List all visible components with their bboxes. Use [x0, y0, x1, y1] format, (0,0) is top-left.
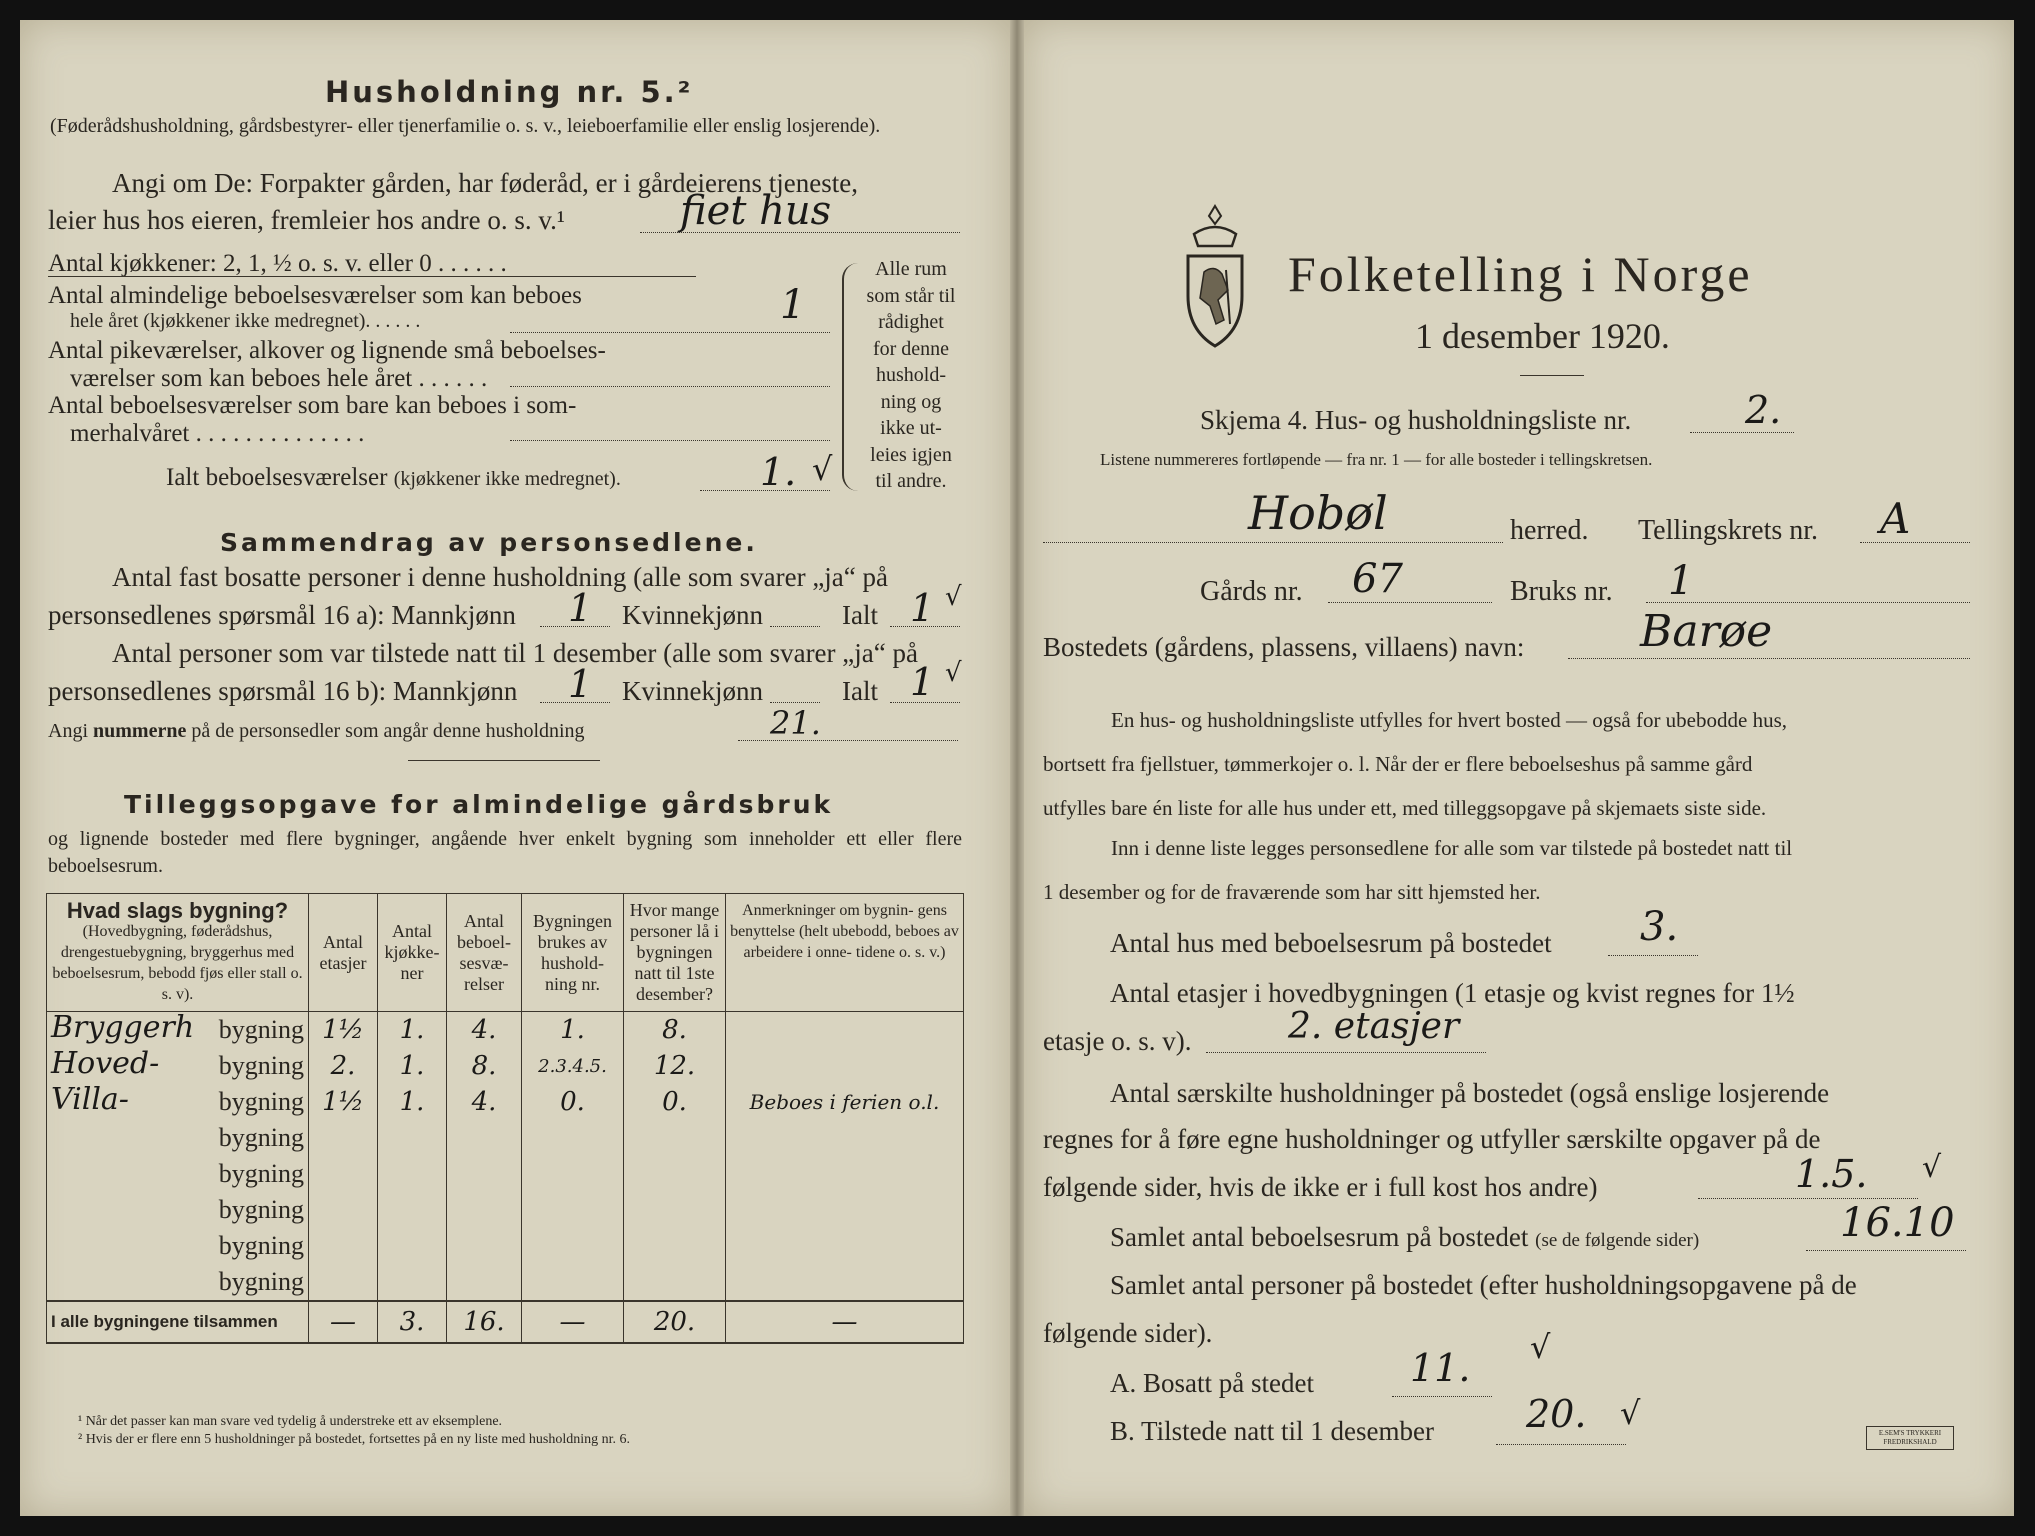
persons-line1: Samlet antal personer på bostedet (efter husholdningsopgavene på de — [1110, 1270, 1857, 1300]
rooms-label-line — [1110, 1222, 1699, 1253]
resident-total-label: Ialt — [842, 600, 878, 630]
col-remarks: Anmerkninger om bygnin- gens benyttelse (helt ubebodd, beboes av arbeidere i onne- tidene o. s. v.) — [726, 894, 964, 1012]
herred-line — [1043, 542, 1503, 543]
cell-floors: 2. — [309, 1048, 378, 1084]
para1-line2: bortsett fra fjellstuer, tømmerkojer o. l. Når der er flere beboelseshus på samme gård — [1043, 752, 1753, 776]
schema-value: 2. — [1745, 388, 1782, 432]
cell-building — [47, 1012, 309, 1049]
summer-rooms-label2: merhalvåret . . . . . . . . . . . . . . — [70, 420, 365, 447]
hh-check: √ — [1922, 1150, 1942, 1185]
cell-persons: 12. — [624, 1048, 726, 1084]
kitchens-label: Antal kjøkkener: 2, 1, ½ o. s. v. eller 0 . . . . . . — [48, 250, 507, 277]
cell-remarks — [726, 1228, 964, 1264]
cell-building — [47, 1084, 309, 1120]
cell-persons — [624, 1228, 726, 1264]
rooms-year-label2: hele året (kjøkkener ikke medregnet). . . . . . — [70, 310, 421, 332]
resident-check: √ — [945, 582, 962, 612]
building-suffix: bygning — [218, 1231, 304, 1260]
resident-total: 1 — [910, 586, 935, 630]
col-building-note: (Hovedbygning, føderådshus, drengestuebygning, bryggerhus med beboelsesrum, bebodd fjøs eller stall o. s. v). — [52, 923, 303, 1003]
list-note: Listene nummereres fortløpende — fra nr. 1 — for alle bosteder i tellingskretsen. — [1100, 450, 1653, 469]
building-suffix: bygning — [218, 1267, 304, 1296]
cell-rooms — [447, 1192, 522, 1228]
hh-line1: Antal særskilte husholdninger på bostedet (også enslige losjerende — [1110, 1078, 1830, 1108]
tilstede-value: 20. — [1526, 1392, 1587, 1436]
resident-line2: personsedlenes spørsmål 16 a): Mannkjønn — [48, 600, 516, 630]
side-note — [856, 256, 966, 495]
cell-persons — [624, 1156, 726, 1192]
cell-persons: 8. — [624, 1012, 726, 1049]
para2-line1: Inn i denne liste legges personsedlene for alle som var tilstede på bostedet natt til — [1111, 836, 1793, 860]
present-total: 1 — [910, 660, 935, 704]
para1-line3: utfylles bare én liste for alle hus under ett, med tilleggsopgave på skjemaets siste side. — [1043, 796, 1767, 820]
table-row — [47, 1156, 964, 1192]
bruks-value: 1 — [1668, 558, 1694, 604]
form-title: Folketelling i Norge — [1288, 246, 1753, 302]
present-male: 1 — [568, 662, 593, 706]
col-building — [47, 894, 309, 1012]
numbers-label-c: på de personsedler som angår denne husholdning — [191, 720, 585, 742]
bosatt-line — [1392, 1396, 1492, 1397]
schema-label: Skjema 4. Hus- og husholdningsliste nr. — [1200, 405, 1632, 435]
numbers-label — [48, 720, 585, 743]
col-floors: Antal etasjer — [309, 894, 378, 1012]
cell-rooms — [447, 1264, 522, 1301]
building-suffix: bygning — [218, 1015, 304, 1044]
side-note-line: rådighet — [878, 311, 944, 333]
title-divider — [1520, 375, 1584, 376]
side-note-line: leies igjen — [870, 443, 952, 466]
cell-household — [522, 1156, 624, 1192]
rooms-answer-line — [1806, 1250, 1966, 1251]
summer-rooms-line — [510, 440, 830, 441]
present-total-label: Ialt — [842, 676, 878, 706]
total-rooms-check: √ — [812, 450, 833, 488]
cell-floors: 1½ — [309, 1012, 378, 1049]
total-household: — — [522, 1301, 624, 1343]
rooms-year-value: 1 — [780, 282, 806, 328]
addendum-title: Tilleggsopgave for almindelige gårdsbruk — [124, 790, 834, 819]
side-note-line: Alle rum — [875, 258, 947, 280]
printer-stamp: E.SEM'S TRYKKERI FREDRIKSHALD — [1866, 1426, 1954, 1450]
cell-remarks — [726, 1192, 964, 1228]
building-name: Villa- — [51, 1082, 129, 1117]
herred-label: herred. — [1510, 515, 1589, 546]
bruks-label: Bruks nr. — [1510, 576, 1613, 607]
table-row — [47, 1192, 964, 1228]
hh-line3: følgende sider, hvis de ikke er i full kost hos andre) — [1043, 1172, 1598, 1202]
total-persons: 20. — [624, 1301, 726, 1343]
side-note-line: til andre. — [875, 470, 947, 492]
cell-kitchens: 1. — [378, 1084, 447, 1120]
cell-remarks — [726, 1156, 964, 1192]
para1-line1: En hus- og husholdningsliste utfylles for hvert bosted — også for ubebodde hus, — [1111, 708, 1787, 732]
col-kitchens: Antal kjøkke- ner — [378, 894, 447, 1012]
household-title: Husholdning nr. 5.² — [325, 75, 694, 109]
page-fold — [1010, 20, 1024, 1516]
krets-label: Tellingskrets nr. — [1638, 515, 1819, 546]
krets-line — [1860, 542, 1970, 543]
building-suffix: bygning — [218, 1159, 304, 1188]
cell-rooms — [447, 1228, 522, 1264]
side-note-line: for denne — [872, 337, 950, 360]
coat-of-arms-icon — [1180, 200, 1250, 352]
table-row — [47, 1012, 964, 1049]
present-check: √ — [945, 658, 962, 688]
side-note-line: hushold- — [876, 364, 946, 386]
cell-persons — [624, 1264, 726, 1301]
totals-label: I alle bygningene tilsammen — [47, 1301, 309, 1343]
cell-building — [47, 1156, 309, 1192]
cell-persons — [624, 1120, 726, 1156]
maid-rooms-line — [510, 386, 830, 387]
total-rooms-value: 1. — [760, 450, 797, 494]
houses-label: Antal hus med beboelsesrum på bostedet — [1110, 928, 1552, 958]
instructions-para2 — [1043, 826, 1965, 914]
total-floors: — — [309, 1301, 378, 1343]
table-row — [47, 1264, 964, 1301]
floors-answer-line — [1206, 1052, 1486, 1053]
hh-line2: regnes for å føre egne husholdninger og utfyller særskilte opgaver på de — [1043, 1124, 1821, 1154]
cell-household — [522, 1228, 624, 1264]
cell-kitchens — [378, 1120, 447, 1156]
table-row — [47, 1120, 964, 1156]
houses-line — [1608, 955, 1698, 956]
summer-rooms-label1: Antal beboelsesværelser som bare kan beboes i som- — [48, 392, 577, 419]
houses-value: 3. — [1640, 904, 1679, 950]
table-row — [47, 1228, 964, 1264]
household-note: (Føderådshusholdning, gårdsbestyrer- eller tjenerfamilie o. s. v., leieboerfamilie eller enslig losjerende). — [50, 115, 881, 137]
present-female-line — [770, 702, 820, 703]
cell-building — [47, 1264, 309, 1301]
col-rooms: Antal beboel- sesvæ- relser — [447, 894, 522, 1012]
hh-answer-line — [1698, 1198, 1918, 1199]
building-suffix: bygning — [218, 1195, 304, 1224]
cell-remarks — [726, 1120, 964, 1156]
col-persons: Hvor mange personer lå i bygningen natt til 1ste desember? — [624, 894, 726, 1012]
bosted-value: Barøe — [1640, 606, 1773, 657]
bosatt-value: 11. — [1410, 1346, 1471, 1390]
building-suffix: bygning — [218, 1087, 304, 1116]
cell-building — [47, 1120, 309, 1156]
total-rooms-label — [166, 464, 621, 492]
instructions-para1 — [1043, 698, 1965, 830]
totals-row — [47, 1301, 964, 1343]
floors-line1: Antal etasjer i hovedbygningen (1 etasje og kvist regnes for 1½ — [1110, 978, 1795, 1008]
cell-kitchens — [378, 1264, 447, 1301]
kitchens-line — [48, 276, 696, 277]
buildings-table — [46, 893, 964, 1344]
cell-floors — [309, 1264, 378, 1301]
footnote-2: ² Hvis der er flere enn 5 husholdninger på bostedet, fortsettes på en ny liste med husholdning nr. 6. — [78, 1432, 631, 1447]
cell-household — [522, 1264, 624, 1301]
cell-floors — [309, 1120, 378, 1156]
total-rooms-note: (kjøkkener ikke medregnet). — [393, 468, 621, 490]
cell-rooms: 4. — [447, 1084, 522, 1120]
maid-rooms-label1: Antal pikeværelser, alkover og lignende små beboelses- — [48, 337, 606, 364]
cell-remarks — [726, 1012, 964, 1049]
building-suffix: bygning — [218, 1123, 304, 1152]
table-row — [47, 1048, 964, 1084]
present-line2: personsedlenes spørsmål 16 b): Mannkjønn — [48, 676, 518, 706]
cell-kitchens — [378, 1156, 447, 1192]
cell-kitchens: 1. — [378, 1048, 447, 1084]
rooms-label: Samlet antal beboelsesrum på bostedet — [1110, 1222, 1529, 1252]
cell-kitchens — [378, 1192, 447, 1228]
tilstede-label: B. Tilstede natt til 1 desember — [1110, 1416, 1434, 1446]
cell-rooms — [447, 1120, 522, 1156]
rooms-value: 16.10 — [1840, 1200, 1955, 1246]
rooms-year-label1: Antal almindelige beboelsesværelser som kan beboes — [48, 282, 582, 309]
side-note-line: ning og — [880, 390, 942, 413]
cell-kitchens — [378, 1228, 447, 1264]
cell-persons — [624, 1192, 726, 1228]
cell-remarks — [726, 1264, 964, 1301]
col-household: Bygningen brukes av hushold- ning nr. — [522, 894, 624, 1012]
angi-line1: Angi om De: Forpakter gården, har føderåd, er i gårdeierens tjeneste, — [112, 168, 858, 198]
numbers-label-b: nummerne — [93, 720, 187, 742]
floors-line2: etasje o. s. v). — [1043, 1026, 1192, 1056]
para2-line2: 1 desember og for de fraværende som har sitt hjemsted her. — [1043, 880, 1541, 904]
maid-rooms-label2: værelser som kan beboes hele året . . . . . . — [70, 365, 488, 392]
cell-household: 1. — [522, 1012, 624, 1049]
gards-line — [1328, 602, 1492, 603]
resident-line1: Antal fast bosatte personer i denne husholdning (alle som svarer „ja“ på — [112, 562, 888, 592]
gards-label: Gårds nr. — [1200, 576, 1303, 607]
present-female-label: Kvinnekjønn — [622, 676, 763, 706]
cell-household — [522, 1120, 624, 1156]
bruks-line — [1646, 602, 1970, 603]
cell-household: 2.3.4.5. — [522, 1048, 624, 1084]
building-name: Hoved- — [51, 1046, 160, 1081]
cell-floors — [309, 1156, 378, 1192]
cell-household: 0. — [522, 1084, 624, 1120]
addendum-sub: og lignende bosteder med flere bygninger, angående hver enkelt bygning som inneholder ett eller flere beboelsesrum. — [48, 828, 962, 877]
footnote-1: ¹ Når det passer kan man svare ved tydelig å understreke ett av eksemplene. — [78, 1414, 503, 1429]
present-line1: Antal personer som var tilstede natt til 1 desember (alle som svarer „ja“ på — [112, 638, 918, 668]
total-rooms: 16. — [447, 1301, 522, 1343]
col-building-title: Hvad slags bygning? — [66, 898, 289, 923]
gards-value: 67 — [1352, 556, 1403, 602]
cell-building — [47, 1048, 309, 1084]
cell-floors — [309, 1228, 378, 1264]
total-remarks: — — [726, 1301, 964, 1343]
herred-value: Hobøl — [1248, 486, 1388, 540]
cell-floors — [309, 1192, 378, 1228]
table-row — [47, 1084, 964, 1120]
angi-answer: fiet hus — [680, 188, 832, 234]
building-suffix: bygning — [218, 1051, 304, 1080]
cell-floors: 1½ — [309, 1084, 378, 1120]
side-note-line: ikke ut- — [880, 417, 942, 439]
table-header-row — [47, 894, 964, 1012]
section-divider — [408, 760, 600, 761]
building-name: Bryggerh — [51, 1010, 195, 1045]
hh-value: 1.5. — [1795, 1152, 1868, 1196]
tilstede-line — [1496, 1444, 1626, 1445]
rooms-year-line — [510, 332, 830, 333]
persons-line2: følgende sider). — [1043, 1318, 1213, 1348]
cell-kitchens: 1. — [378, 1012, 447, 1049]
numbers-label-a: Angi — [48, 720, 88, 742]
summary-title: Sammendrag av personsedlene. — [220, 528, 758, 557]
cell-household — [522, 1192, 624, 1228]
bosted-label: Bostedets (gårdens, plassens, villaens) navn: — [1043, 632, 1525, 662]
side-note-line: som står til — [866, 284, 956, 307]
tilstede-check: √ — [1620, 1394, 1641, 1432]
cell-rooms — [447, 1156, 522, 1192]
cell-rooms: 4. — [447, 1012, 522, 1049]
form-date: 1 desember 1920. — [1415, 316, 1670, 356]
schema-line — [1690, 432, 1794, 433]
angi-line2: leier hus hos eieren, fremleier hos andre o. s. v.¹ — [48, 205, 565, 235]
krets-value: A — [1880, 494, 1911, 543]
cell-remarks: Beboes i ferien o.l. — [726, 1084, 964, 1120]
bosted-line — [1568, 658, 1970, 659]
cell-building — [47, 1192, 309, 1228]
total-rooms-label-text: Ialt beboelsesværelser — [166, 464, 388, 491]
numbers-value: 21. — [770, 704, 821, 742]
bosatt-label: A. Bosatt på stedet — [1110, 1368, 1314, 1398]
floors-value: 2. etasjer — [1288, 1006, 1460, 1047]
cell-rooms: 8. — [447, 1048, 522, 1084]
rooms-note: (se de følgende sider) — [1535, 1230, 1700, 1251]
cell-persons: 0. — [624, 1084, 726, 1120]
resident-male: 1 — [568, 586, 593, 630]
cell-building — [47, 1228, 309, 1264]
bosatt-check: √ — [1530, 1328, 1551, 1366]
resident-female-line — [770, 626, 820, 627]
resident-female-label: Kvinnekjønn — [622, 600, 763, 630]
cell-remarks — [726, 1048, 964, 1084]
total-kitchens: 3. — [378, 1301, 447, 1343]
